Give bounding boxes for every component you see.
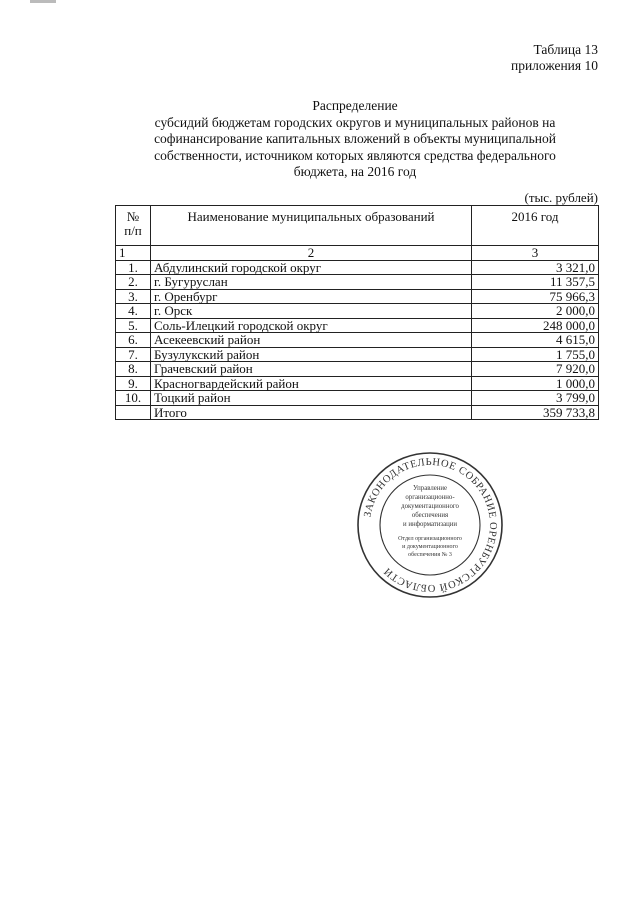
table-number: Таблица 13 bbox=[533, 42, 598, 57]
header-number-line1: № bbox=[126, 209, 140, 224]
total-label: Итого bbox=[151, 405, 472, 420]
stamp-line-5: и информатизации bbox=[402, 521, 458, 528]
stamp-line-7: и документационного bbox=[402, 544, 458, 550]
row-value: 3 321,0 bbox=[472, 260, 599, 275]
table-row bbox=[116, 275, 599, 290]
index-cell-1: 1 bbox=[116, 246, 151, 261]
row-name: г. Оренбург bbox=[151, 289, 472, 304]
row-value: 248 000,0 bbox=[472, 318, 599, 333]
document-title bbox=[120, 98, 590, 181]
stamp-line-4: обеспечения bbox=[411, 512, 449, 519]
table-row bbox=[116, 318, 599, 333]
row-name: г. Орск bbox=[151, 304, 472, 319]
row-number: 8. bbox=[116, 362, 151, 377]
table-row bbox=[116, 362, 599, 377]
row-name: Грачевский район bbox=[151, 362, 472, 377]
row-name: г. Бугуруслан bbox=[151, 275, 472, 290]
row-value: 1 755,0 bbox=[472, 347, 599, 362]
row-value: 4 615,0 bbox=[472, 333, 599, 348]
row-number: 5. bbox=[116, 318, 151, 333]
row-value: 2 000,0 bbox=[472, 304, 599, 319]
total-row bbox=[116, 405, 599, 420]
table-row bbox=[116, 347, 599, 362]
row-number: 6. bbox=[116, 333, 151, 348]
scan-corner-mark bbox=[30, 0, 56, 3]
official-stamp bbox=[355, 450, 505, 600]
title-line-3: софинансирование капитальных вложений в объекты муниципальной bbox=[154, 131, 556, 146]
row-number: 3. bbox=[116, 289, 151, 304]
row-name: Абдулинский городской округ bbox=[151, 260, 472, 275]
row-value: 7 920,0 bbox=[472, 362, 599, 377]
total-number-cell bbox=[116, 405, 151, 420]
title-line-2: субсидий бюджетам городских округов и муниципальных районов на bbox=[154, 114, 556, 130]
header-number-line2: п/п bbox=[124, 222, 142, 238]
row-number: 10. bbox=[116, 391, 151, 406]
row-number: 9. bbox=[116, 376, 151, 391]
title-line-4: собственности, источником которых являются средства федерального bbox=[154, 147, 556, 163]
total-value: 359 733,8 bbox=[472, 405, 599, 420]
row-value: 1 000,0 bbox=[472, 376, 599, 391]
row-value: 11 357,5 bbox=[472, 275, 599, 290]
stamp-line-3: документационного bbox=[401, 503, 459, 510]
column-index-row bbox=[116, 246, 599, 261]
row-name: Асекеевский район bbox=[151, 333, 472, 348]
stamp-outer-text: ЗАКОНОДАТЕЛЬНОЕ СОБРАНИЕ ОРЕНБУРГСКОЙ ОБЛАСТИ bbox=[362, 456, 499, 594]
title-line-5: бюджета, на 2016 год bbox=[293, 164, 417, 179]
stamp-line-6: Отдел организационного bbox=[398, 536, 462, 542]
row-name: Соль-Илецкий городской округ bbox=[151, 318, 472, 333]
header-name: Наименование муниципальных образований bbox=[151, 206, 472, 246]
appendix-number: приложения 10 bbox=[510, 58, 598, 73]
table-row bbox=[116, 289, 599, 304]
row-value: 3 799,0 bbox=[472, 391, 599, 406]
row-number: 1. bbox=[116, 260, 151, 275]
subsidy-table bbox=[115, 205, 599, 420]
table-row bbox=[116, 376, 599, 391]
stamp-line-8: обеспечения № 3 bbox=[408, 552, 452, 558]
header-year: 2016 год bbox=[472, 206, 599, 246]
table-reference bbox=[511, 42, 598, 74]
stamp-line-1: Управление bbox=[412, 485, 448, 492]
index-cell-3: 3 bbox=[472, 246, 599, 261]
row-name: Бузулукский район bbox=[151, 347, 472, 362]
table-row bbox=[116, 333, 599, 348]
row-name: Тоцкий район bbox=[151, 391, 472, 406]
header-number bbox=[116, 206, 151, 246]
row-number: 2. bbox=[116, 275, 151, 290]
stamp-line-2: организационно- bbox=[405, 494, 455, 501]
row-name: Красногвардейский район bbox=[151, 376, 472, 391]
index-cell-2: 2 bbox=[151, 246, 472, 261]
table-row bbox=[116, 260, 599, 275]
row-value: 75 966,3 bbox=[472, 289, 599, 304]
row-number: 7. bbox=[116, 347, 151, 362]
table-row bbox=[116, 391, 599, 406]
units-note: (тыс. рублей) bbox=[524, 190, 598, 205]
table-header-row bbox=[116, 206, 599, 246]
row-number: 4. bbox=[116, 304, 151, 319]
title-line-1: Распределение bbox=[312, 98, 398, 113]
table-row bbox=[116, 304, 599, 319]
